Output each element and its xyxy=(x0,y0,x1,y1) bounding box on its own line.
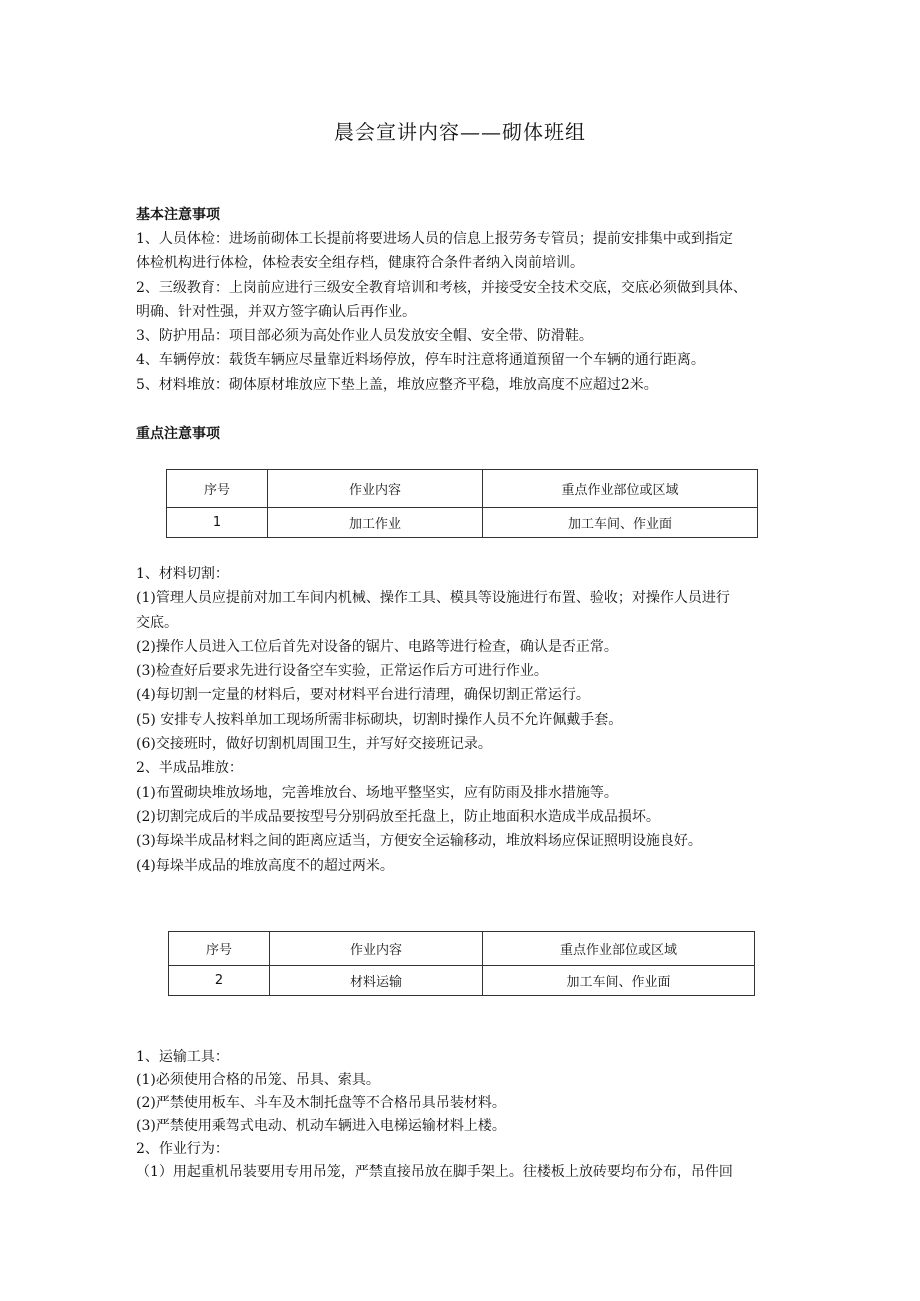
section-line: (2)严禁使用板车、斗车及木制托盘等不合格吊具吊装材料。 xyxy=(136,1095,506,1111)
section-line: (4)每垛半成品的堆放高度不的超过两米。 xyxy=(136,857,394,874)
cutting-section xyxy=(136,562,796,878)
section-line: 2、半成品堆放： xyxy=(136,760,243,777)
table-cell: 加工作业 xyxy=(268,508,483,538)
basic-item: 3、防护用品：项目部必须为高处作业人员发放安全帽、安全带、防滑鞋。 xyxy=(136,328,593,345)
basic-item: 体检机构进行体检，体检表安全组存档，健康符合条件者纳入岗前培训。 xyxy=(136,255,584,272)
table-header-cell: 序号 xyxy=(169,932,270,966)
table-cell: 材料运输 xyxy=(270,966,483,996)
section-line: (1)管理人员应提前对加工车间内机械、操作工具、模具等设施进行布置、验收；对操作人员进行 xyxy=(136,590,730,607)
section-line: 交底。 xyxy=(136,614,178,631)
section-line: 2、作业行为： xyxy=(136,1141,229,1157)
section-line: (3)严禁使用乘驾式电动、机动车辆进入电梯运输材料上楼。 xyxy=(136,1118,506,1134)
basic-notes-list xyxy=(136,227,796,397)
work-table-2 xyxy=(168,931,755,996)
transport-section xyxy=(136,1046,796,1184)
section-line: (4)每切割一定量的材料后，要对材料平台进行清理，确保切割正常运行。 xyxy=(136,687,590,704)
table-header-cell: 重点作业部位或区域 xyxy=(483,470,758,508)
table-row xyxy=(167,508,758,538)
basic-item: 明确、针对性强，并双方签字确认后再作业。 xyxy=(136,303,416,320)
page-title: 晨会宣讲内容——砌体班组 xyxy=(334,120,586,144)
table-header-cell: 序号 xyxy=(167,470,268,508)
basic-item: 5、材料堆放：砌体原材堆放应下垫上盖，堆放应整齐平稳，堆放高度不应超过2米。 xyxy=(136,376,658,393)
table-header-cell: 重点作业部位或区域 xyxy=(483,932,755,966)
section-line: (2)操作人员进入工位后首先对设备的锯片、电路等进行检查，确认是否正常。 xyxy=(136,638,618,655)
key-notes-heading: 重点注意事项 xyxy=(136,426,220,442)
basic-item: 1、人员体检：进场前砌体工长提前将要进场人员的信息上报劳务专管员；提前安排集中或到指定 xyxy=(136,231,733,247)
table-cell: 加工车间、作业面 xyxy=(483,966,755,996)
table-header-row xyxy=(169,932,755,966)
table-row xyxy=(169,966,755,996)
work-table-1 xyxy=(166,469,758,538)
section-line: （1）用起重机吊装要用专用吊笼，严禁直接吊放在脚手架上。往楼板上放砖要均布分布，吊件回 xyxy=(136,1164,733,1180)
section-line: (6)交接班时，做好切割机周围卫生，并写好交接班记录。 xyxy=(136,736,492,753)
section-line: (3)每垛半成品材料之间的距离应适当，方便安全运输移动，堆放料场应保证照明设施良好。 xyxy=(136,833,702,850)
basic-notes-heading: 基本注意事项 xyxy=(136,207,220,223)
table-header-row xyxy=(167,470,758,508)
table-cell: 2 xyxy=(169,966,270,996)
table-header-cell: 作业内容 xyxy=(270,932,483,966)
section-line: (1)必须使用合格的吊笼、吊具、索具。 xyxy=(136,1072,380,1088)
section-line: (5) 安排专人按料单加工现场所需非标砌块，切割时操作人员不允许佩戴手套。 xyxy=(136,711,623,728)
table-cell: 1 xyxy=(167,508,268,538)
section-line: 1、运输工具： xyxy=(136,1049,229,1065)
section-line: 1、材料切割： xyxy=(136,566,229,582)
section-line: (1)布置砌块堆放场地，完善堆放台、场地平整坚实，应有防雨及排水措施等。 xyxy=(136,784,618,801)
table-cell: 加工车间、作业面 xyxy=(483,508,758,538)
table-header-cell: 作业内容 xyxy=(268,470,483,508)
basic-item: 2、三级教育：上岗前应进行三级安全教育培训和考核，并接受安全技术交底，交底必须做到具体、 xyxy=(136,279,747,296)
section-line: (3)检查好后要求先进行设备空车实验，正常运作后方可进行作业。 xyxy=(136,663,548,680)
section-line: (2)切割完成后的半成品要按型号分别码放至托盘上，防止地面积水造成半成品损坏。 xyxy=(136,808,660,825)
basic-item: 4、车辆停放：载货车辆应尽量靠近料场停放，停车时注意将通道预留一个车辆的通行距离。 xyxy=(136,352,705,369)
